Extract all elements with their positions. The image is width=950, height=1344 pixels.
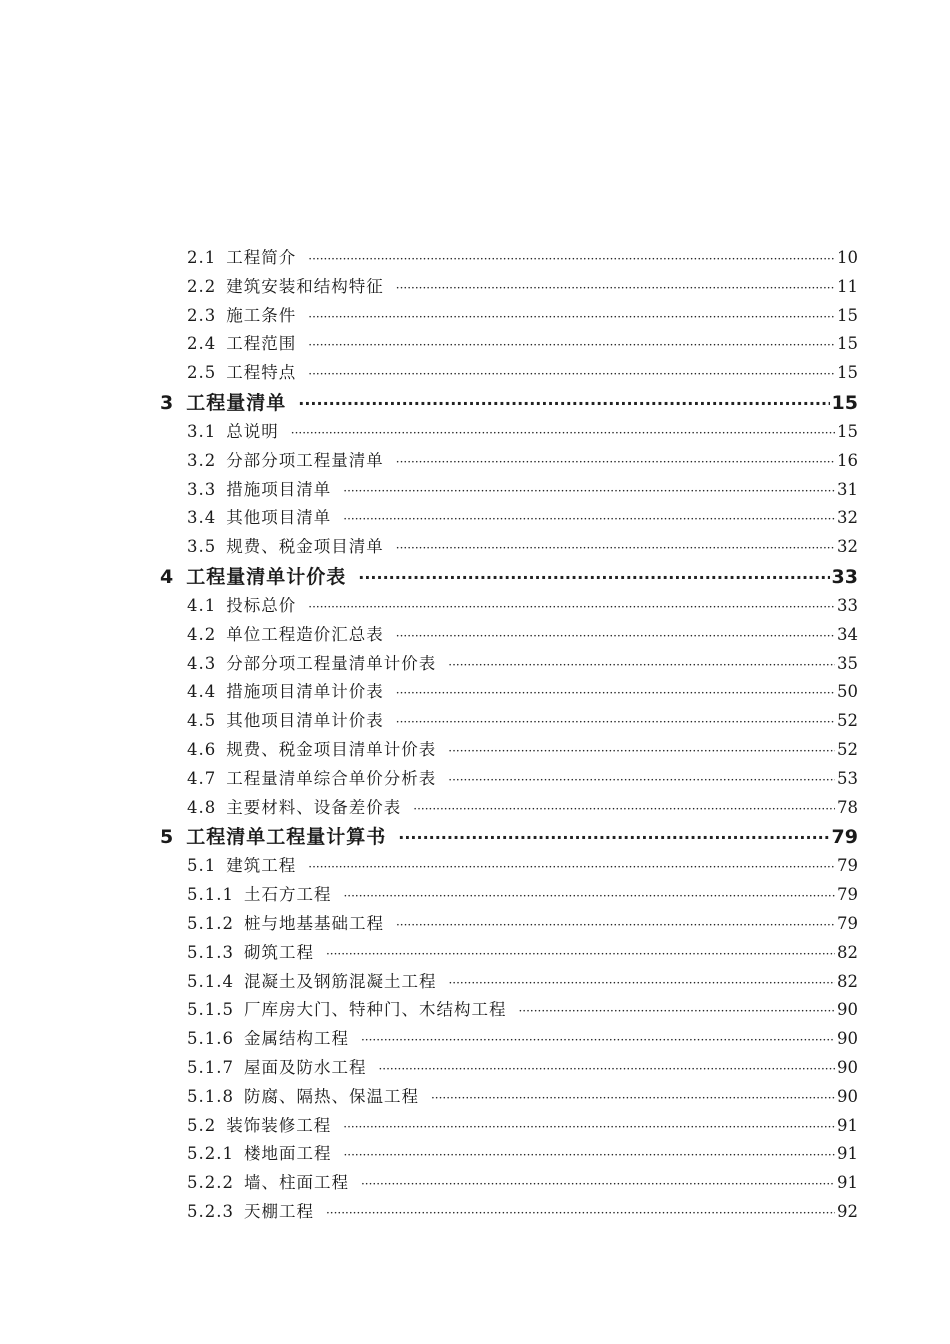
table-of-contents <box>0 244 950 1227</box>
toc-dot-leader <box>308 596 835 615</box>
toc-dot-leader <box>448 654 835 673</box>
toc-section-entry[interactable] <box>187 621 858 650</box>
toc-entry-page-number: 31 <box>837 479 858 499</box>
toc-entry-number: 5.1.3 <box>187 942 234 962</box>
toc-section-entry[interactable] <box>187 1198 858 1227</box>
toc-section-entry[interactable] <box>187 1140 858 1169</box>
toc-entry-page-number: 15 <box>837 334 858 354</box>
toc-section-entry[interactable] <box>187 707 858 736</box>
toc-entry-page-number: 15 <box>837 421 858 441</box>
toc-entry-title: 砌筑工程 <box>243 942 314 962</box>
toc-dot-leader <box>343 885 835 904</box>
toc-dot-leader <box>378 1058 835 1077</box>
toc-entry-title: 厂库房大门、特种门、木结构工程 <box>243 1000 507 1020</box>
toc-entry-title: 工程量清单综合单价分析表 <box>226 768 437 788</box>
toc-entry-title: 工程量清单计价表 <box>186 565 347 588</box>
toc-entry-page-number: 90 <box>837 1029 858 1049</box>
toc-section-entry[interactable] <box>187 1169 858 1198</box>
toc-entry-page-number: 11 <box>837 276 858 296</box>
toc-entry-title: 土石方工程 <box>243 885 332 905</box>
toc-dot-leader <box>518 1000 835 1019</box>
toc-dot-leader <box>298 392 829 414</box>
toc-entry-number: 5.1.7 <box>187 1057 234 1077</box>
toc-entry-number: 3.5 <box>187 537 217 557</box>
toc-entry-page-number: 52 <box>837 711 858 731</box>
toc-entry-title: 分部分项工程量清单 <box>226 450 384 470</box>
toc-entry-number: 5.2.1 <box>187 1144 234 1164</box>
toc-entry-page-number: 91 <box>837 1144 858 1164</box>
toc-entry-page-number: 35 <box>837 653 858 673</box>
toc-entry-page-number: 16 <box>837 450 858 470</box>
toc-section-entry[interactable] <box>187 910 858 939</box>
toc-section-entry[interactable] <box>187 1025 858 1054</box>
toc-entry-title: 其他项目清单计价表 <box>226 711 384 731</box>
toc-entry-number: 5.1.6 <box>187 1029 234 1049</box>
toc-entry-number: 2.4 <box>187 334 217 354</box>
toc-entry-title: 单位工程造价汇总表 <box>226 624 384 644</box>
toc-entry-title: 建筑工程 <box>226 856 297 876</box>
toc-entry-page-number: 33 <box>831 565 858 588</box>
toc-dot-leader <box>291 422 835 441</box>
toc-dot-leader <box>448 740 835 759</box>
toc-entry-number: 5 <box>160 826 175 849</box>
toc-entry-number: 5.2 <box>187 1115 217 1135</box>
toc-entry-page-number: 33 <box>837 595 858 615</box>
toc-entry-title: 措施项目清单计价表 <box>226 682 384 702</box>
toc-entry-number: 3 <box>160 391 175 414</box>
toc-section-entry[interactable] <box>187 996 858 1025</box>
toc-dot-leader <box>361 1029 835 1048</box>
toc-dot-leader <box>396 277 835 296</box>
toc-dot-leader <box>308 334 835 353</box>
toc-entry-page-number: 92 <box>837 1201 858 1221</box>
toc-dot-leader <box>358 566 829 588</box>
toc-dot-leader <box>396 451 835 470</box>
toc-dot-leader <box>343 1116 835 1135</box>
toc-section-entry[interactable] <box>187 302 858 331</box>
toc-section-entry[interactable] <box>187 359 858 388</box>
toc-section-entry[interactable] <box>187 330 858 359</box>
toc-entry-number: 4.2 <box>187 624 217 644</box>
toc-entry-number: 5.2.2 <box>187 1173 234 1193</box>
toc-section-entry[interactable] <box>187 418 858 447</box>
toc-dot-leader <box>361 1173 835 1192</box>
toc-dot-leader <box>343 508 835 527</box>
toc-entry-number: 4.7 <box>187 768 217 788</box>
toc-section-entry[interactable] <box>187 765 858 794</box>
toc-entry-page-number: 15 <box>831 391 858 414</box>
toc-dot-leader <box>448 769 835 788</box>
toc-entry-page-number: 52 <box>837 739 858 759</box>
toc-entry-title: 金属结构工程 <box>243 1029 349 1049</box>
toc-entry-title: 主要材料、设备差价表 <box>226 797 402 817</box>
toc-dot-leader <box>308 248 835 267</box>
toc-section-entry[interactable] <box>187 852 858 881</box>
toc-entry-title: 天棚工程 <box>243 1201 314 1221</box>
toc-section-entry[interactable] <box>187 447 858 476</box>
toc-entry-page-number: 10 <box>837 248 858 267</box>
toc-section-entry[interactable] <box>187 1054 858 1083</box>
toc-entry-title: 施工条件 <box>226 305 297 325</box>
toc-section-entry[interactable] <box>187 244 858 273</box>
toc-dot-leader <box>396 914 835 933</box>
toc-entry-page-number: 79 <box>831 826 858 849</box>
toc-entry-title: 分部分项工程量清单计价表 <box>226 653 437 673</box>
toc-section-entry[interactable] <box>187 1112 858 1141</box>
toc-entry-title: 工程量清单 <box>186 391 287 414</box>
toc-dot-leader <box>343 1144 835 1163</box>
toc-entry-title: 建筑安装和结构特征 <box>226 276 384 296</box>
toc-entry-number: 4.4 <box>187 682 217 702</box>
toc-entry-page-number: 82 <box>837 942 858 962</box>
toc-entry-title: 工程简介 <box>226 248 297 267</box>
toc-entry-title: 总说明 <box>226 421 279 441</box>
toc-section-entry[interactable] <box>187 273 858 302</box>
toc-entry-page-number: 32 <box>837 537 858 557</box>
toc-entry-page-number: 78 <box>837 797 858 817</box>
toc-entry-title: 投标总价 <box>226 595 297 615</box>
toc-entry-number: 2.5 <box>187 363 217 383</box>
toc-dot-leader <box>398 826 829 848</box>
toc-entry-page-number: 15 <box>837 305 858 325</box>
toc-entry-number: 5.1.5 <box>187 1000 234 1020</box>
toc-entry-number: 2.2 <box>187 276 217 296</box>
toc-entry-number: 5.1 <box>187 856 217 876</box>
toc-dot-leader <box>413 798 835 817</box>
toc-section-entry[interactable] <box>187 504 858 533</box>
toc-section-entry[interactable] <box>187 939 858 968</box>
toc-entry-number: 3.3 <box>187 479 217 499</box>
toc-entry-title: 规费、税金项目清单计价表 <box>226 739 437 759</box>
toc-entry-number: 3.2 <box>187 450 217 470</box>
toc-entry-number: 5.2.3 <box>187 1201 234 1221</box>
toc-section-entry[interactable] <box>187 736 858 765</box>
toc-entry-number: 4.8 <box>187 797 217 817</box>
toc-dot-leader <box>431 1087 835 1106</box>
toc-dot-leader <box>396 537 835 556</box>
toc-entry-page-number: 91 <box>837 1173 858 1193</box>
toc-section-entry[interactable] <box>187 592 858 621</box>
toc-section-entry[interactable] <box>187 650 858 679</box>
toc-dot-leader <box>343 480 835 499</box>
toc-entry-number: 4.3 <box>187 653 217 673</box>
toc-dot-leader <box>326 943 835 962</box>
toc-entry-page-number: 90 <box>837 1057 858 1077</box>
toc-entry-page-number: 90 <box>837 1086 858 1106</box>
toc-dot-leader <box>308 363 835 382</box>
toc-section-entry[interactable] <box>187 968 858 997</box>
toc-entry-page-number: 91 <box>837 1115 858 1135</box>
toc-entry-number: 5.1.4 <box>187 971 234 991</box>
toc-entry-page-number: 53 <box>837 768 858 788</box>
toc-entry-title: 楼地面工程 <box>243 1144 332 1164</box>
toc-entry-title: 装饰装修工程 <box>226 1115 332 1135</box>
toc-entry-number: 5.1.1 <box>187 885 234 905</box>
toc-dot-leader <box>448 972 835 991</box>
toc-section-entry[interactable] <box>187 881 858 910</box>
toc-entry-title: 规费、税金项目清单 <box>226 537 384 557</box>
toc-chapter-entry[interactable] <box>160 388 858 418</box>
toc-entry-number: 4.5 <box>187 711 217 731</box>
toc-entry-page-number: 32 <box>837 508 858 528</box>
toc-entry-number: 5.1.2 <box>187 913 234 933</box>
toc-section-entry[interactable] <box>187 794 858 823</box>
toc-entry-page-number: 15 <box>837 363 858 383</box>
toc-entry-title: 工程清单工程量计算书 <box>186 826 387 849</box>
toc-dot-leader <box>326 1202 835 1221</box>
toc-entry-title: 其他项目清单 <box>226 508 332 528</box>
toc-dot-leader <box>396 711 835 730</box>
toc-entry-page-number: 82 <box>837 971 858 991</box>
toc-section-entry[interactable] <box>187 678 858 707</box>
toc-entry-page-number: 90 <box>837 1000 858 1020</box>
toc-chapter-entry[interactable] <box>160 562 858 592</box>
toc-entry-number: 2.3 <box>187 305 217 325</box>
toc-entry-title: 屋面及防水工程 <box>243 1057 367 1077</box>
toc-entry-title: 工程范围 <box>226 334 297 354</box>
toc-entry-page-number: 79 <box>837 913 858 933</box>
toc-entry-title: 工程特点 <box>226 363 297 383</box>
toc-entry-page-number: 79 <box>837 856 858 876</box>
toc-entry-number: 4.1 <box>187 595 217 615</box>
toc-entry-number: 5.1.8 <box>187 1086 234 1106</box>
toc-section-entry[interactable] <box>187 533 858 562</box>
toc-entry-number: 3.4 <box>187 508 217 528</box>
toc-chapter-entry[interactable] <box>160 822 858 852</box>
toc-entry-title: 桩与地基基础工程 <box>243 913 384 933</box>
toc-entry-number: 2.1 <box>187 248 217 267</box>
toc-dot-leader <box>396 682 835 701</box>
toc-entry-title: 混凝土及钢筋混凝土工程 <box>243 971 437 991</box>
toc-entry-title: 防腐、隔热、保温工程 <box>243 1086 419 1106</box>
toc-dot-leader <box>396 625 835 644</box>
toc-entry-page-number: 34 <box>837 624 858 644</box>
toc-entry-page-number: 50 <box>837 682 858 702</box>
toc-dot-leader <box>308 856 835 875</box>
toc-entry-number: 4.6 <box>187 739 217 759</box>
toc-entry-title: 墙、柱面工程 <box>243 1173 349 1193</box>
toc-dot-leader <box>308 306 835 325</box>
toc-entry-number: 4 <box>160 565 175 588</box>
toc-entry-page-number: 79 <box>837 885 858 905</box>
toc-section-entry[interactable] <box>187 1083 858 1112</box>
toc-section-entry[interactable] <box>187 476 858 505</box>
toc-entry-number: 3.1 <box>187 421 217 441</box>
toc-entry-title: 措施项目清单 <box>226 479 332 499</box>
